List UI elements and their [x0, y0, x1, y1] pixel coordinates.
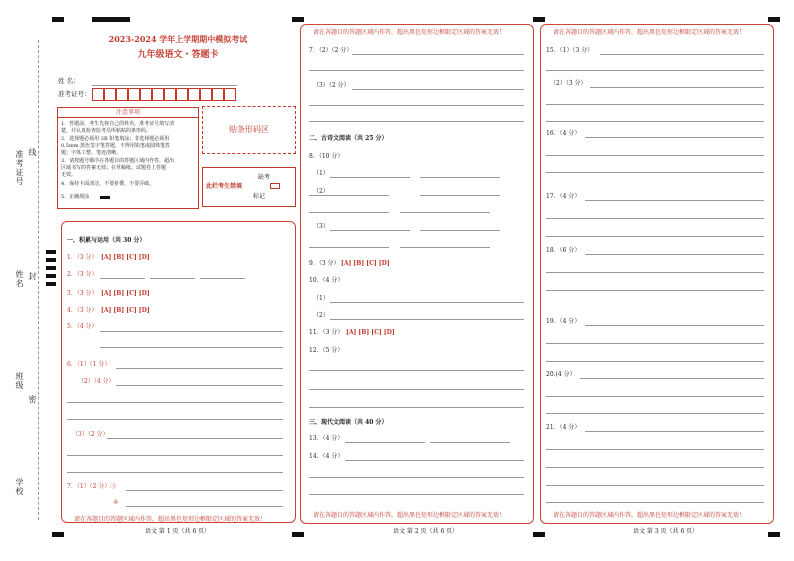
- registration-mark: [768, 17, 780, 22]
- answer-panel-2: [300, 24, 534, 524]
- q6-1-label: 6．（1）（1 分）: [67, 361, 111, 368]
- registration-mark: [46, 258, 56, 262]
- q9-options[interactable]: [A] [B] [C] [D]: [341, 260, 390, 267]
- q19-label: 19．（4 分）: [546, 318, 581, 325]
- q13-label: 13．（4 分）: [309, 435, 344, 442]
- q3-options[interactable]: [A] [B] [C] [D]: [101, 290, 150, 297]
- notice-box: [57, 107, 199, 209]
- registration-mark: [533, 17, 545, 22]
- header-warning-2: 请在各题目的答题区域内作答，超出黑色矩形边框限定区域的答案无效！: [313, 29, 506, 36]
- q10-label: 10．（4 分）: [309, 277, 344, 284]
- notice-item: 区域书写的答案无效；在草稿纸、试题卷上答题: [61, 165, 167, 171]
- absent-label: 此栏考生禁填: [206, 183, 243, 190]
- q8-3-label: （3）: [313, 223, 329, 230]
- footer-warning-1: 请在各题目的答题区域内作答，超出黑色矩形边框限定区域的答案无效！: [74, 516, 267, 523]
- answer-panel-1: [61, 221, 296, 523]
- q20-label: 20.(4 分）: [546, 371, 576, 378]
- subtitle: 九年级语文・答题卡: [137, 50, 219, 60]
- filled-bubble-sample: [100, 196, 110, 199]
- section-1-title: 一、积累与运用（共 30 分）: [67, 237, 146, 244]
- q10-1-label: （1）: [313, 295, 329, 302]
- binding-dashed-line: [38, 40, 39, 520]
- notice-item: 2．选择题必须用 2B 铅笔填涂；非选择题必须用: [61, 136, 170, 142]
- q8-label: 8．（10 分）: [309, 153, 344, 160]
- header-warning-3: 请在各题目的答题区域内作答，超出黑色矩形边框限定区域的答案无效！: [553, 29, 746, 36]
- q5-label: 5．（4 分）: [67, 323, 98, 330]
- q6-3-label: （3）（2 分）: [72, 431, 109, 438]
- q11-label: 11．（3 分）: [309, 329, 344, 336]
- registration-mark: [533, 532, 545, 537]
- registration-mark: [46, 250, 56, 254]
- q10-2-label: （2）: [313, 312, 329, 319]
- name-underline: [92, 85, 237, 86]
- page-number-2: 语文 第 2 页（共 6 页）: [393, 528, 459, 535]
- notice-title: 注意事项: [58, 108, 198, 118]
- side-label-secret: 密: [28, 395, 37, 404]
- notice-item: 3．请按题号顺序在各题目的答题区域内作答，超出: [61, 158, 175, 164]
- registration-mark: [52, 532, 64, 537]
- side-label-name: 姓名: [15, 270, 24, 288]
- q7-1-label: 7．（1）（2 分）③: [67, 483, 117, 490]
- notice-item: 0.5mm 黑色签字笔答题，不得用铅笔或圆珠笔答: [61, 143, 171, 149]
- footer-warning-2: 请在各题目的答题区域内作答，超出黑色矩形边框限定区域的答案无效！: [313, 512, 506, 519]
- side-label-line: 线: [28, 148, 37, 157]
- side-label-seal: 封: [28, 272, 37, 281]
- registration-mark: [46, 274, 56, 278]
- side-label-class: 班级: [15, 372, 24, 390]
- footer-warning-3: 请在各题目的答题区域内作答，超出黑色矩形边框限定区域的答案无效！: [553, 512, 746, 519]
- q18-label: 18．（6 分）: [546, 247, 581, 254]
- page-number-3: 语文 第 3 页（共 6 页）: [633, 528, 699, 535]
- notice-item: 1．答题前，考生先将自己的姓名，准考证号填写清: [61, 121, 175, 127]
- q9-label: 9．（3 分）: [309, 260, 340, 267]
- registration-mark: [292, 532, 304, 537]
- side-label-school: 学校: [15, 478, 24, 496]
- q8-1-label: （1）: [313, 170, 329, 177]
- q16-label: 16．（4 分）: [546, 130, 581, 137]
- q15-2-label: （2）（3 分）: [550, 80, 587, 87]
- registration-mark: [52, 17, 64, 22]
- q1-options[interactable]: [A] [B] [C] [D]: [101, 254, 150, 261]
- notice-item: 无效。: [61, 172, 77, 178]
- q14-label: 14．（4 分）: [309, 453, 344, 460]
- q11-options[interactable]: [A] [B] [C] [D]: [346, 329, 395, 336]
- q17-label: 17．（4 分）: [546, 193, 581, 200]
- section-2-title: 二、古诗文阅读（共 25 分）: [309, 135, 388, 142]
- q3-label: 3．（3 分）: [67, 290, 98, 297]
- exam-no-label[interactable]: 准考证号：: [58, 90, 91, 98]
- exam-title: 2023-2024 学年上学期期中模拟考试: [108, 34, 248, 44]
- q7-3-label: （3）（2 分）: [313, 82, 350, 89]
- registration-mark: [768, 532, 780, 537]
- absent-line2: 标记: [253, 193, 266, 200]
- q15-1-label: 15．（1）（3 分）: [546, 47, 594, 54]
- absent-bubble[interactable]: [270, 183, 280, 189]
- q12-label: 12．（5 分）: [309, 347, 344, 354]
- notice-item: 5．正确填涂: [61, 194, 90, 200]
- absent-line1: 缺考: [258, 174, 271, 181]
- notice-item: 楚，并认真检查监考员所粘贴的条形码。: [61, 128, 152, 134]
- q7-1-sub: ④: [113, 499, 119, 506]
- q7-2-label: 7．（2）（2 分）: [309, 47, 353, 54]
- q8-2-label: （2）: [313, 188, 329, 195]
- section-3-title: 三、现代文阅读（共 40 分）: [309, 419, 388, 426]
- registration-mark: [92, 17, 130, 22]
- notice-item: 4．保持卡面清洁，不要折叠、不要弄破。: [61, 181, 155, 187]
- registration-mark: [46, 282, 56, 286]
- barcode-label: 贴条形码区: [229, 125, 269, 134]
- q21-label: 21．（4 分）: [546, 424, 581, 431]
- q4-label: 4．（3 分）: [67, 307, 98, 314]
- side-label-exam-no: 准考证号: [15, 150, 24, 186]
- page-number-1: 语文 第 1 页（共 6 页）: [145, 528, 211, 535]
- name-label: 姓 名：: [58, 77, 80, 85]
- registration-mark: [46, 266, 56, 270]
- q1-label: 1．（3 分）: [67, 254, 98, 261]
- notice-item: 题；字体工整、笔迹清晰。: [61, 150, 122, 156]
- q2-label: 2．（3 分）: [67, 271, 98, 278]
- q6-2-label: （2）（4 分）: [78, 378, 115, 385]
- barcode-area: [202, 106, 296, 154]
- absent-mark-box[interactable]: [202, 167, 296, 207]
- q4-options[interactable]: [A] [B] [C] [D]: [101, 307, 150, 314]
- registration-mark: [292, 17, 304, 22]
